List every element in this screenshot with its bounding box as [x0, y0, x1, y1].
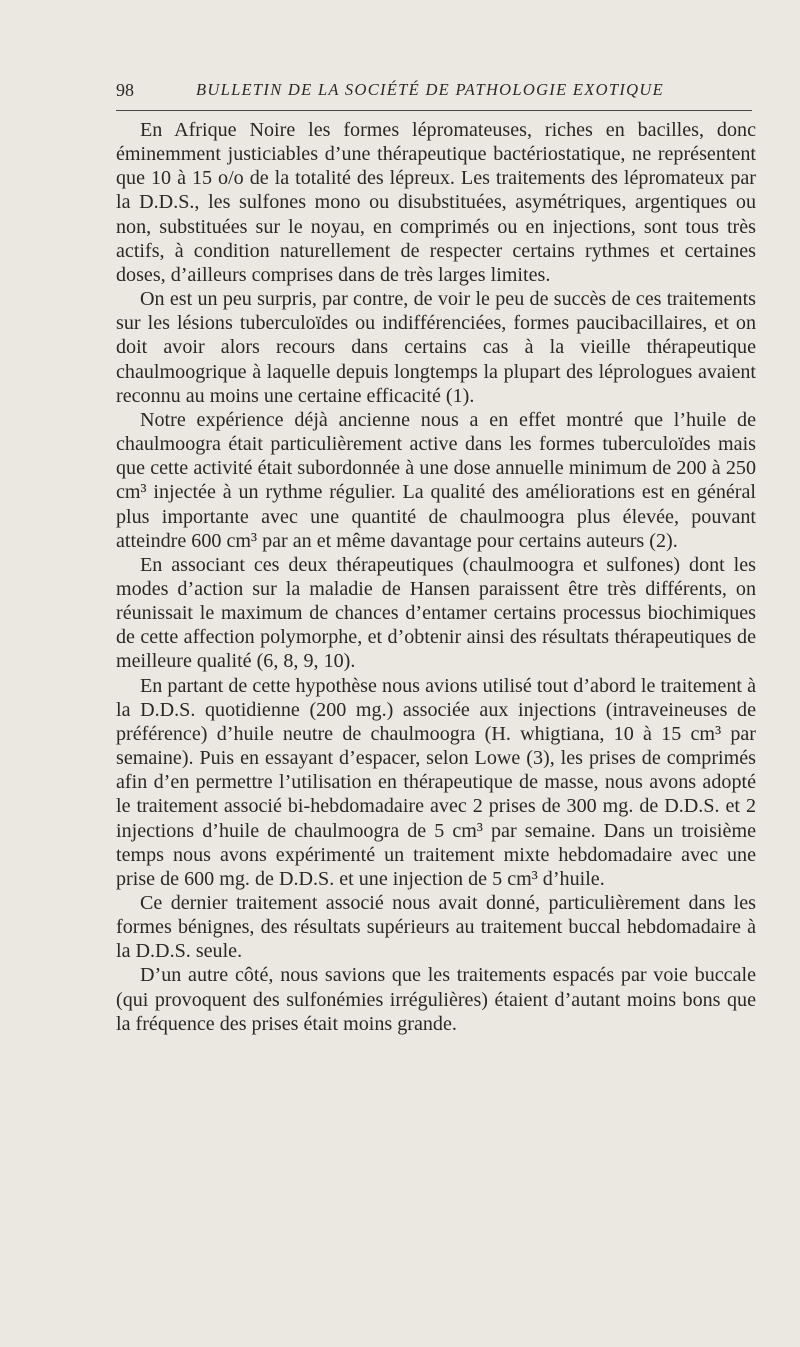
page-header — [116, 80, 752, 104]
paragraph: En associant ces deux thérapeutiques (chaulmoogra et sulfones) dont les modes d’action sur la maladie de Hansen paraissent être très différents, on réunissait le maximum de chances d’entamer certains processus biochimiques de cette affection polymorphe, et d’obtenir ainsi des résultats thérapeutiques de meilleure qualité (6, 8, 9, 10). — [116, 553, 756, 673]
paragraph: D’un autre côté, nous savions que les traitements espacés par voie buccale (qui provoquent des sulfonémies irrégulières) étaient d’autant moins bons que la fréquence des prises était moins grande. — [116, 964, 756, 1035]
paragraph: On est un peu surpris, par contre, de voir le peu de succès de ces traitements sur les lésions tuberculoïdes ou indifférenciées, formes paucibacillaires, et on doit avoir alors recours dans certains cas à la vieille thérapeutique chaulmoogrique à laquelle depuis longtemps la plupart des léprologues avaient reconnu au moins une certaine efficacité (1). — [116, 288, 756, 407]
paragraph: En Afrique Noire les formes lépromateuses, riches en bacilles, donc éminemment justiciables d’une thérapeutique bactériostatique, ne représentent que 10 à 15 o/o de la totalité des lépreux. Les traitements des lépromateux par la D.D.S., les sulfones mono ou disubstituées, asymétriques, argentiques ou non, substituées sur le noyau, en comprimés ou en injections, sont tous très actifs, à condition naturellement de respecter certains rythmes et certaines doses, d’ailleurs comprises dans de très larges limites. — [116, 119, 756, 286]
paragraph: Ce dernier traitement associé nous avait donné, particulièrement dans les formes bénignes, des résultats supérieurs au traitement buccal hebdomadaire à la D.D.S. seule. — [116, 892, 756, 963]
body-text — [116, 118, 756, 1036]
page-number: 98 — [116, 80, 134, 100]
running-title: BULLETIN DE LA SOCIÉTÉ DE PATHOLOGIE EXOTIQUE — [196, 80, 664, 99]
paragraph: Notre expérience déjà ancienne nous a en effet montré que l’huile de chaulmoogra était particulièrement active dans les formes tuberculoïdes mais que cette activité était subordonnée à une dose annuelle minimum de 200 à 250 cm³ injectée à un rythme régulier. La qualité des améliorations est en général plus importante avec une quantité de chaulmoogra plus élevée, pouvant atteindre 600 cm³ par an et même davantage pour certains auteurs (2). — [116, 408, 756, 552]
paragraph: En partant de cette hypothèse nous avions utilisé tout d’abord le traitement à la D.D.S. quotidienne (200 mg.) associée aux injections (intraveineuses de préférence) d’huile neutre de chaulmoogra (H. whigtiana, 10 à 15 cm³ par semaine). Puis en essayant d’espacer, selon Lowe (3), les prises de comprimés afin d’en permettre l’utilisation en thérapeutique de masse, nous avons adopté le traitement associé bi-hebdomadaire avec 2 prises de 300 mg. de D.D.S. et 2 injections d’huile de chaulmoogra de 5 cm³ par semaine. Dans un troisième temps nous avons expérimenté un traitement mixte hebdomadaire avec une prise de 600 mg. de D.D.S. et une injection de 5 cm³ d’huile. — [116, 674, 756, 890]
header-rule — [116, 110, 752, 111]
